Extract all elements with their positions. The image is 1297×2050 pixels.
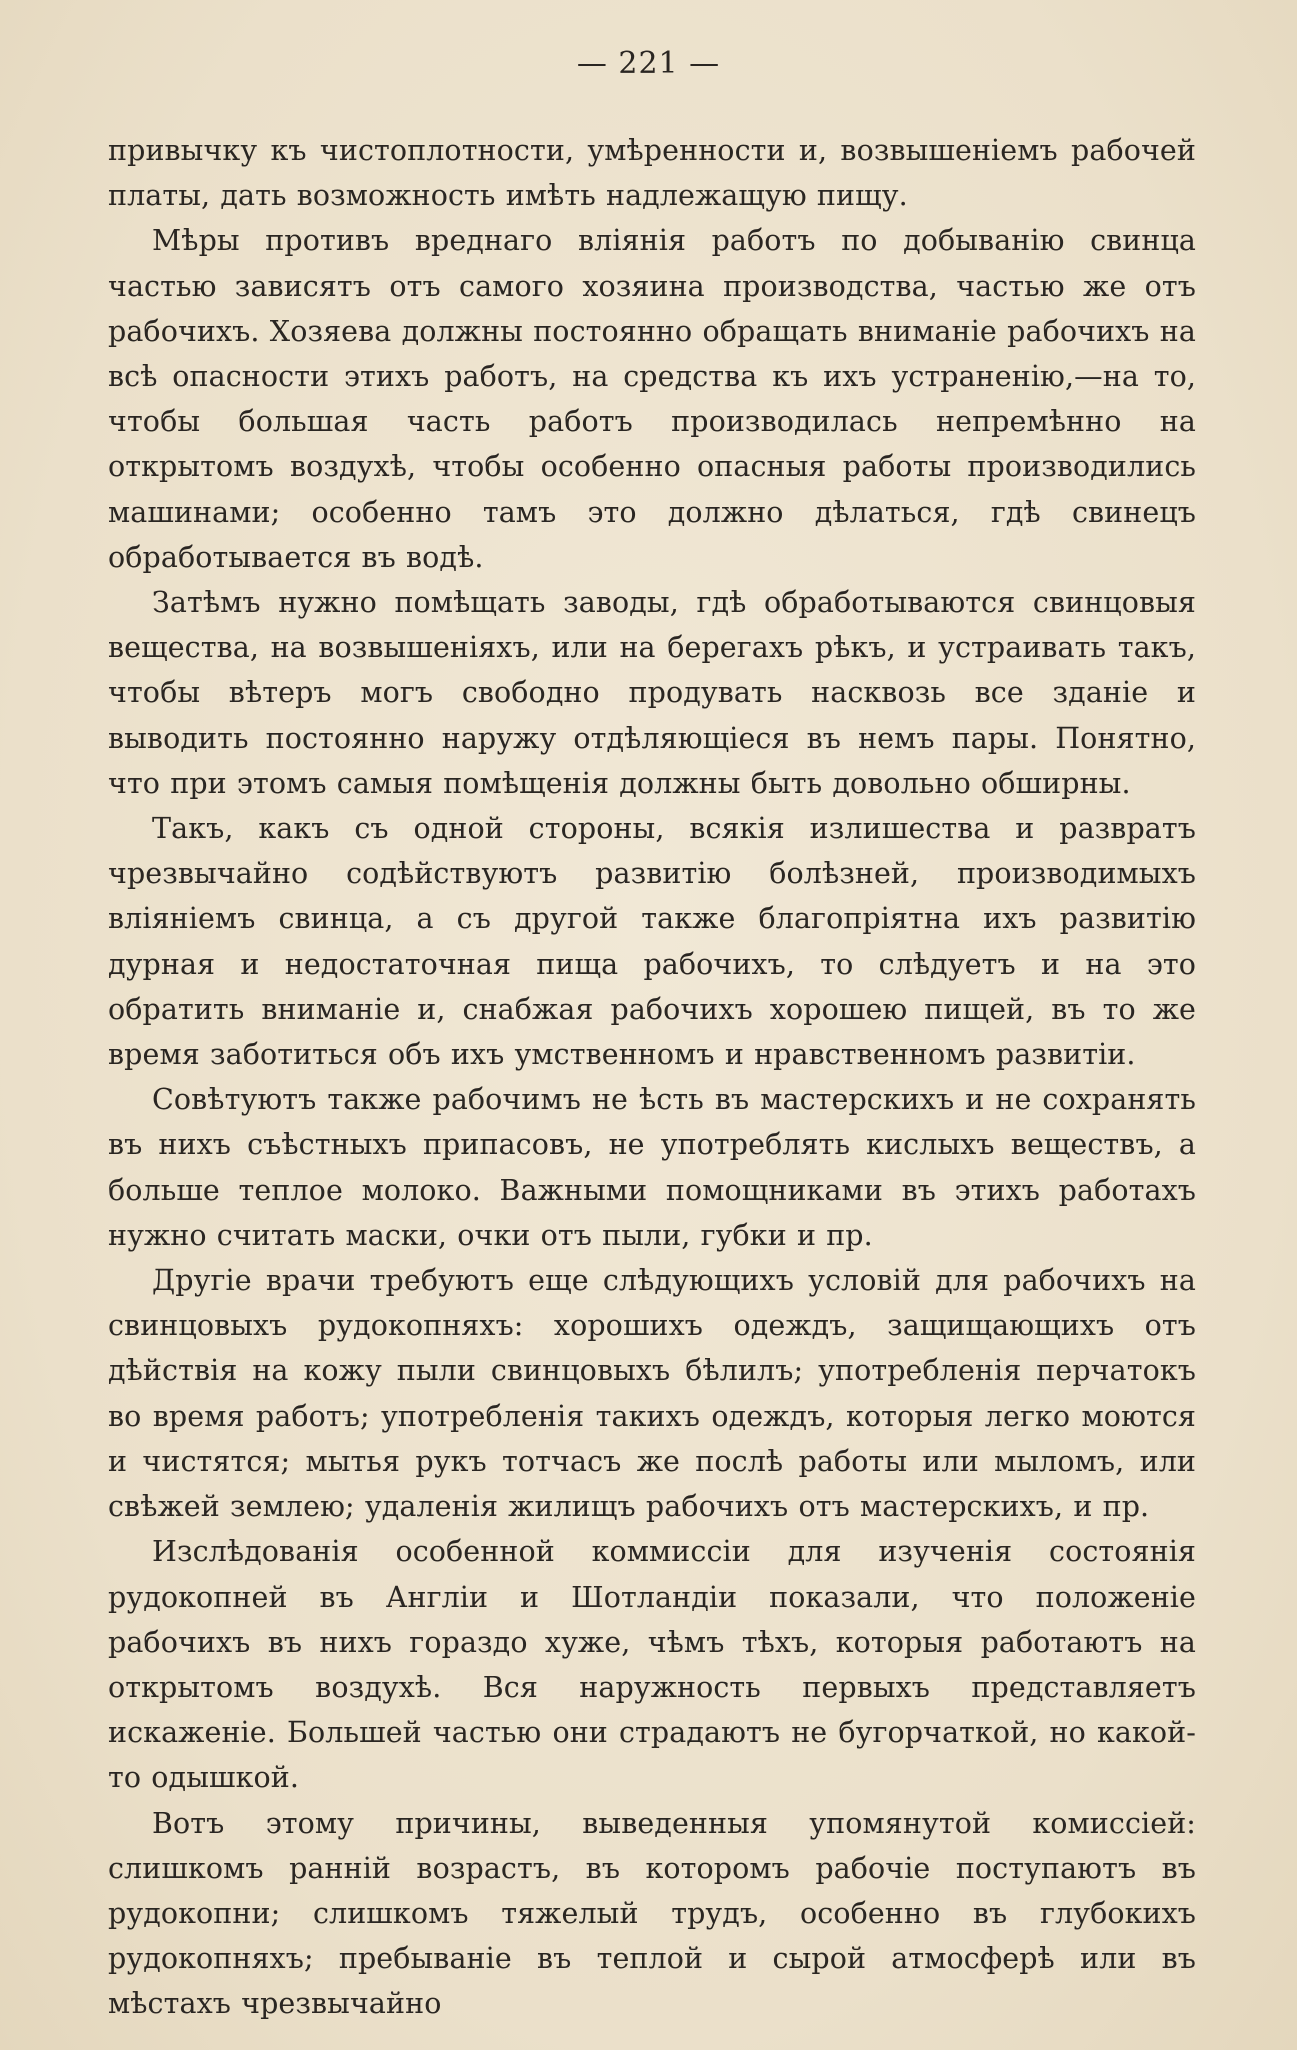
paragraph-1: привычку къ чистоплотности, умѣренности и, возвышеніемъ рабочей платы, дать возможность имѣть надлежащую пищу.	[108, 134, 1196, 213]
body-text	[108, 128, 1196, 2027]
paragraph-8: Вотъ этому причины, выведенныя упомянутой комиссіей: слишкомъ ранній возрастъ, въ которомъ рабочіе поступаютъ въ рудокопни; слишкомъ тяжелый трудъ, особенно въ глубокихъ рудокопняхъ; пребываніе въ теплой и сырой атмосферѣ или въ мѣстахъ чрезвычайно	[108, 1806, 1196, 2021]
page-number: — 221 —	[576, 46, 721, 81]
paragraph-3: Затѣмъ нужно помѣщать заводы, гдѣ обработываются свинцовыя вещества, на возвышеніяхъ, или на берегахъ рѣкъ, и устраивать такъ, чтобы вѣтеръ могъ свободно продувать насквозь все зданіе и выводить постоянно наружу отдѣляющіеся въ немъ пары. Понятно, что при этомъ самыя помѣщенія должны быть довольно обширны.	[108, 586, 1196, 800]
paragraph-5: Совѣтуютъ также рабочимъ не ѣсть въ мастерскихъ и не сохранять въ нихъ съѣстныхъ припасовъ, не употреблять кислыхъ веществъ, а больше теплое молоко. Важными помощниками въ этихъ работахъ нужно считать маски, очки отъ пыли, губки и пр.	[108, 1083, 1196, 1252]
paragraph-4: Такъ, какъ съ одной стороны, всякія излишества и развратъ чрезвычайно содѣйствуютъ развитію болѣзней, производимыхъ вліяніемъ свинца, а съ другой также благопріятна ихъ развитію дурная и недостаточная пища рабочихъ, то слѣдуетъ и на это обратить вниманіе и, снабжая рабочихъ хорошею пищей, въ то же время заботиться объ ихъ умственномъ и нравственномъ развитіи.	[108, 812, 1196, 1072]
paragraph-6: Другіе врачи требуютъ еще слѣдующихъ условій для рабочихъ на свинцовыхъ рудокопняхъ: хорошихъ одеждъ, защищающихъ отъ дѣйствія на кожу пыли свинцовыхъ бѣлилъ; употребленія перчатокъ во время работъ; употребленія такихъ одеждъ, которыя легко моются и чистятся; мытья рукъ тотчасъ же послѣ работы или мыломъ, или свѣжей землею; удаленія жилищъ рабочихъ отъ мастерскихъ, и пр.	[108, 1264, 1196, 1524]
paragraph-7: Изслѣдованія особенной коммиссіи для изученія состоянія рудокопней въ Англіи и Шотландіи показали, что положеніе рабочихъ въ нихъ гораздо хуже, чѣмъ тѣхъ, которыя работаютъ на открытомъ воздухѣ. Вся наружность первыхъ представляетъ искаженіе. Большей частью они страдаютъ не бугорчаткой, но какой-то одышкой.	[108, 1535, 1196, 1795]
paragraph-2: Мѣры противъ вреднаго вліянія работъ по добыванію свинца частью зависятъ отъ самого хозяина производства, частью же отъ рабочихъ. Хозяева должны постоянно обращать вниманіе рабочихъ на всѣ опасности этихъ работъ, на средства къ ихъ устраненію,—на то, чтобы большая часть работъ производилась непремѣнно на открытомъ воздухѣ, чтобы особенно опасныя работы производились машинами; особенно тамъ это должно дѣлаться, гдѣ свинецъ обработывается въ водѣ.	[108, 224, 1196, 574]
